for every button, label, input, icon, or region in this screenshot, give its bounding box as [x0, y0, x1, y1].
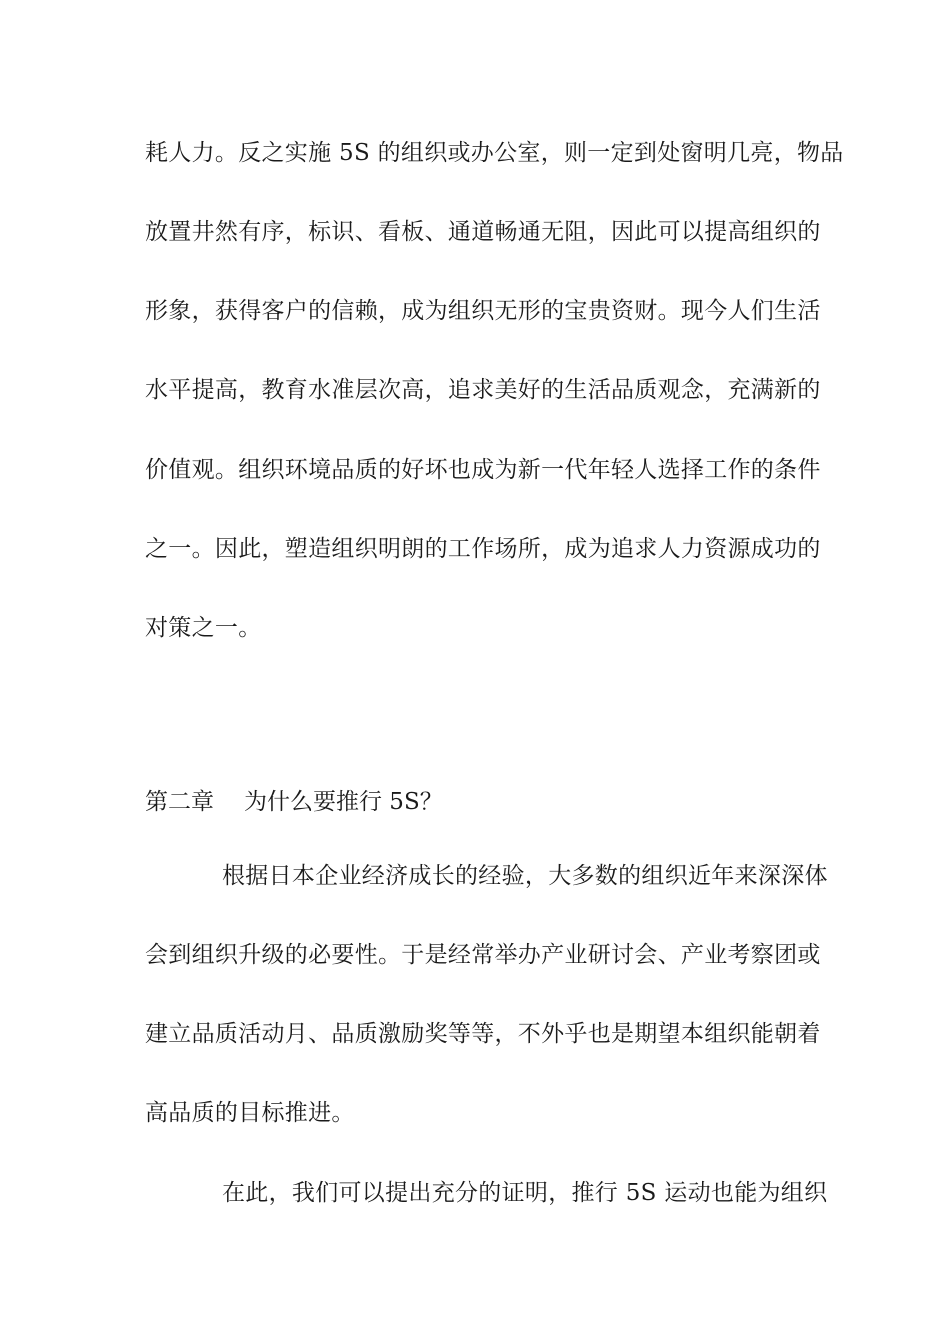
text-line: 对策之一。	[145, 615, 262, 641]
text-line: 放置井然有序，标识、看板、通道畅通无阻，因此可以提高组织的	[145, 219, 821, 245]
text-line: 水平提高，教育水准层次高，追求美好的生活品质观念，充满新的	[145, 377, 821, 403]
text-line: 形象，获得客户的信赖，成为组织无形的宝贵资财。现今人们生活	[145, 298, 821, 324]
text-line: 价值观。组织环境品质的好坏也成为新一代年轻人选择工作的条件	[145, 457, 821, 483]
text-line: 建立品质活动月、品质激励奖等等，不外乎也是期望本组织能朝着	[145, 1021, 821, 1047]
chapter-number: 第二章	[145, 789, 214, 815]
text-line: 根据日本企业经济成长的经验，大多数的组织近年来深深体	[222, 863, 828, 889]
text-line: 在此，我们可以提出充分的证明，推行 5S 运动也能为组织	[222, 1180, 828, 1206]
text-line: 耗人力。反之实施 5S 的组织或办公室，则一定到处窗明几亮，物品	[145, 140, 844, 166]
text-line: 之一。因此，塑造组织明朗的工作场所，成为追求人力资源成功的	[145, 536, 821, 562]
chapter-title: 为什么要推行 5S？	[244, 789, 443, 815]
text-line: 高品质的目标推进。	[145, 1100, 355, 1126]
text-line: 会到组织升级的必要性。于是经常举办产业研讨会、产业考察团或	[145, 942, 821, 968]
